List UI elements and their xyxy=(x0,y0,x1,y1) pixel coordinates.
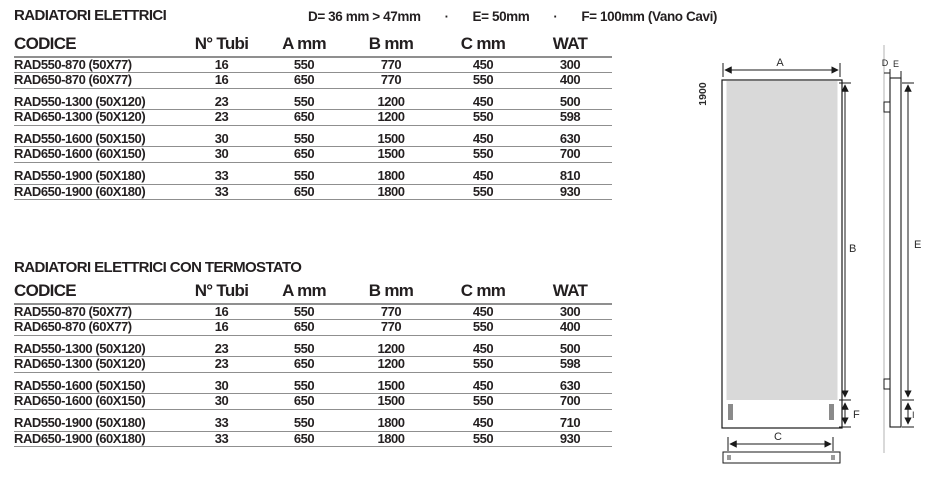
column-header-a-mm: A mm xyxy=(282,281,326,300)
cell-b-mm: 1800 xyxy=(377,184,405,199)
cell-wat: 810 xyxy=(559,169,581,184)
cell-codice: RAD550-1900 (50X180) xyxy=(14,169,146,184)
dim-e-top-label: E xyxy=(892,59,900,69)
cell-wat: 630 xyxy=(559,131,581,146)
column-header-wat: WAT xyxy=(552,281,588,300)
cell-a-mm: 650 xyxy=(293,357,315,372)
cell-codice: RAD550-1900 (50X180) xyxy=(14,416,146,431)
cell-wat: 500 xyxy=(559,94,581,109)
radiator-foot-right xyxy=(829,404,834,420)
cell-wat: 630 xyxy=(559,378,581,393)
cell-a-mm: 650 xyxy=(293,73,315,88)
wall-bracket-top xyxy=(884,102,890,112)
cell-c-mm: 450 xyxy=(472,94,494,109)
cell-a-mm: 650 xyxy=(293,431,315,446)
table-row xyxy=(14,95,612,111)
column-header-c-mm: C mm xyxy=(460,281,506,300)
table2-title: RADIATORI ELETTRICI CON TERMOSTATO xyxy=(14,259,302,276)
cell-a-mm: 650 xyxy=(293,110,315,125)
dim-i-label: I xyxy=(912,410,915,420)
cell-codice: RAD550-1300 (50X120) xyxy=(14,341,146,356)
cell-b-mm: 770 xyxy=(380,304,402,319)
cell-a-mm: 650 xyxy=(293,394,315,409)
table-row xyxy=(14,342,612,358)
cell-n-tubi: 30 xyxy=(214,131,229,146)
dim-f-note: F= 100mm (Vano Cavi) xyxy=(581,9,718,24)
cell-b-mm: 1200 xyxy=(377,341,405,356)
table-row xyxy=(14,185,612,201)
cell-b-mm: 1500 xyxy=(377,131,405,146)
column-header-c-mm: C mm xyxy=(460,34,506,53)
dim-b-label: B xyxy=(849,243,857,255)
cell-a-mm: 550 xyxy=(293,131,315,146)
cell-codice: RAD650-1900 (60X180) xyxy=(14,431,146,446)
cell-n-tubi: 23 xyxy=(214,110,229,125)
column-header-a-mm: A mm xyxy=(282,34,326,53)
cell-wat: 598 xyxy=(559,110,581,125)
cell-b-mm: 770 xyxy=(380,73,402,88)
cell-n-tubi: 30 xyxy=(214,147,229,162)
cell-c-mm: 450 xyxy=(472,341,494,356)
cell-codice: RAD650-1300 (50X120) xyxy=(14,357,146,372)
cell-codice: RAD550-870 (50X77) xyxy=(14,57,132,72)
cell-wat: 710 xyxy=(559,416,581,431)
cell-wat: 598 xyxy=(559,357,581,372)
dimensions-note xyxy=(308,9,717,24)
cell-c-mm: 450 xyxy=(472,169,494,184)
cell-c-mm: 550 xyxy=(472,431,494,446)
column-header-wat: WAT xyxy=(552,34,588,53)
cell-b-mm: 770 xyxy=(380,320,402,335)
cell-codice: RAD650-1600 (60X150) xyxy=(14,147,146,162)
cell-wat: 700 xyxy=(559,394,581,409)
cell-codice: RAD650-870 (60X77) xyxy=(14,73,132,88)
radiator-bottom-view xyxy=(723,452,840,463)
cell-a-mm: 650 xyxy=(293,147,315,162)
cell-c-mm: 550 xyxy=(472,147,494,162)
cell-n-tubi: 16 xyxy=(214,304,229,319)
cell-n-tubi: 30 xyxy=(214,378,229,393)
dim-a-label: A xyxy=(776,57,784,69)
table-header-row xyxy=(14,281,612,305)
cell-wat: 400 xyxy=(559,320,581,335)
cell-a-mm: 550 xyxy=(293,169,315,184)
cell-c-mm: 550 xyxy=(472,184,494,199)
column-header-n-tubi: N° Tubi xyxy=(194,34,249,53)
cell-wat: 500 xyxy=(559,341,581,356)
cell-codice: RAD650-1900 (60X180) xyxy=(14,184,146,199)
cell-a-mm: 650 xyxy=(293,184,315,199)
table-header-row xyxy=(14,34,612,58)
table-row xyxy=(14,73,612,89)
cell-wat: 300 xyxy=(559,57,581,72)
dim-d-label: D xyxy=(881,58,889,68)
cell-wat: 930 xyxy=(559,431,581,446)
table-radiatori-con-termostato xyxy=(14,281,612,447)
radiator-dimension-diagram xyxy=(688,28,936,494)
radiator-front-panel xyxy=(727,81,838,400)
cell-a-mm: 550 xyxy=(293,416,315,431)
cell-c-mm: 550 xyxy=(472,73,494,88)
table-row xyxy=(14,110,612,126)
cell-codice: RAD550-1600 (50X150) xyxy=(14,378,146,393)
table-row xyxy=(14,394,612,410)
table-row xyxy=(14,357,612,373)
cell-n-tubi: 16 xyxy=(214,73,229,88)
column-header-b-mm: B mm xyxy=(368,281,414,300)
table-row xyxy=(14,147,612,163)
column-header-b-mm: B mm xyxy=(368,34,414,53)
cell-b-mm: 1500 xyxy=(377,378,405,393)
cell-b-mm: 1500 xyxy=(377,147,405,162)
cell-c-mm: 550 xyxy=(472,110,494,125)
cell-c-mm: 550 xyxy=(472,357,494,372)
cell-c-mm: 550 xyxy=(472,320,494,335)
cell-a-mm: 550 xyxy=(293,94,315,109)
cell-b-mm: 770 xyxy=(380,57,402,72)
cell-wat: 300 xyxy=(559,304,581,319)
table-row xyxy=(14,432,612,448)
cell-codice: RAD650-1600 (60X150) xyxy=(14,394,146,409)
cell-n-tubi: 30 xyxy=(214,394,229,409)
radiator-foot-left xyxy=(728,404,733,420)
separator-dot: · xyxy=(553,9,558,24)
cell-b-mm: 1200 xyxy=(377,357,405,372)
table-row xyxy=(14,305,612,321)
wall-bracket-bottom xyxy=(884,379,890,389)
cell-n-tubi: 33 xyxy=(214,431,229,446)
cell-n-tubi: 23 xyxy=(214,94,229,109)
radiator-side-profile xyxy=(890,78,901,427)
cell-b-mm: 1800 xyxy=(377,169,405,184)
table-row xyxy=(14,416,612,432)
cell-n-tubi: 23 xyxy=(214,341,229,356)
cell-a-mm: 650 xyxy=(293,320,315,335)
dim-e-side-label: E xyxy=(914,239,922,251)
cell-c-mm: 450 xyxy=(472,378,494,393)
table-row xyxy=(14,379,612,395)
dim-f-label: F xyxy=(853,409,860,421)
cell-b-mm: 1200 xyxy=(377,94,405,109)
cell-n-tubi: 33 xyxy=(214,416,229,431)
bracket-mark-left xyxy=(727,455,731,460)
cell-n-tubi: 16 xyxy=(214,57,229,72)
bracket-mark-right xyxy=(831,455,835,460)
cell-c-mm: 450 xyxy=(472,131,494,146)
table-row xyxy=(14,169,612,185)
overall-height-label: 1900 xyxy=(697,82,709,106)
cell-c-mm: 550 xyxy=(472,394,494,409)
dim-c-label: C xyxy=(774,431,782,443)
dim-d-note: D= 36 mm > 47mm xyxy=(308,9,421,24)
cell-n-tubi: 33 xyxy=(214,169,229,184)
cell-n-tubi: 23 xyxy=(214,357,229,372)
cell-codice: RAD550-1600 (50X150) xyxy=(14,131,146,146)
cell-codice: RAD550-1300 (50X120) xyxy=(14,94,146,109)
cell-b-mm: 1800 xyxy=(377,431,405,446)
cell-n-tubi: 16 xyxy=(214,320,229,335)
cell-c-mm: 450 xyxy=(472,57,494,72)
table-radiatori-elettrici xyxy=(14,34,612,200)
cell-wat: 700 xyxy=(559,147,581,162)
cell-a-mm: 550 xyxy=(293,378,315,393)
dim-e-note: E= 50mm xyxy=(472,9,530,24)
cell-a-mm: 550 xyxy=(293,57,315,72)
column-header-codice: CODICE xyxy=(14,34,76,53)
cell-wat: 400 xyxy=(559,73,581,88)
separator-dot: · xyxy=(444,9,449,24)
column-header-codice: CODICE xyxy=(14,281,76,300)
cell-codice: RAD650-1300 (50X120) xyxy=(14,110,146,125)
column-header-n-tubi: N° Tubi xyxy=(194,281,249,300)
table-row xyxy=(14,132,612,148)
cell-wat: 930 xyxy=(559,184,581,199)
cell-b-mm: 1500 xyxy=(377,394,405,409)
table-row xyxy=(14,58,612,74)
cell-a-mm: 550 xyxy=(293,341,315,356)
table-row xyxy=(14,320,612,336)
cell-codice: RAD650-870 (60X77) xyxy=(14,320,132,335)
table1-title: RADIATORI ELETTRICI xyxy=(14,7,167,24)
cell-codice: RAD550-870 (50X77) xyxy=(14,304,132,319)
cell-c-mm: 450 xyxy=(472,304,494,319)
cell-c-mm: 450 xyxy=(472,416,494,431)
cell-a-mm: 550 xyxy=(293,304,315,319)
cell-n-tubi: 33 xyxy=(214,184,229,199)
cell-b-mm: 1800 xyxy=(377,416,405,431)
cell-b-mm: 1200 xyxy=(377,110,405,125)
